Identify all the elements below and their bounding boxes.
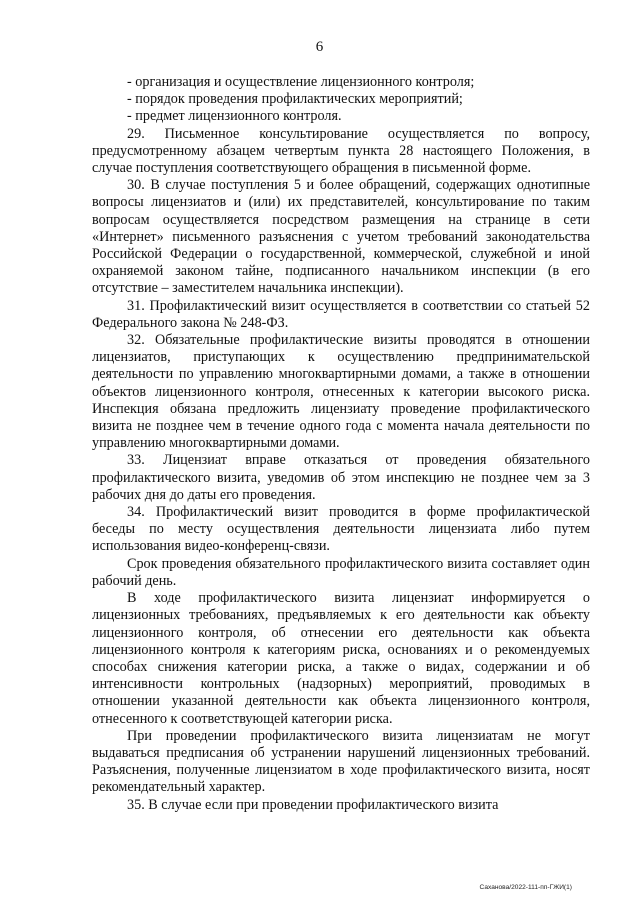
list-item: - порядок проведения профилактических мероприятий; [127,91,463,108]
page-number: 6 [315,39,324,55]
paragraph-visit-duration: Срок проведения обязательного профилактического визита составляет один рабочий день. [92,555,590,589]
document-footer-code: Саханова/2022-111-пп-ГЖИ(1) [479,884,572,891]
list-item: - организация и осуществление лицензионного контроля; [127,74,475,90]
document-body [92,74,590,814]
paragraph-visit-information: В ходе профилактического визита лицензиат информируется о лицензионных требованиях, предъявляемых к его деятельности как объекту лицензионного контроля, об отнесении его деятельности как объекта лицензионного контроля к категориям риска, основаниях и о рекомендуемых способах снижения категории риска, а также о видах, содержании и об интенсивности контрольных (надзорных) мероприятий, проводимых в отношении указанной деятельности как объекта лицензионного контроля, отнесенного к соответствующей категории риска. [92,590,590,727]
paragraph-35: 35. В случае если при проведении профилактического визита [127,796,499,813]
paragraph-34: 34. Профилактический визит проводится в форме профилактической беседы по месту осуществления деятельности лицензиата либо путем использования видео-конференц-связи. [92,504,590,555]
list-item: - предмет лицензионного контроля. [127,108,342,125]
paragraph-29: 29. Письменное консультирование осуществляется по вопросу, предусмотренному абзацем четвертым пункта 28 настоящего Положения, в случае поступления соответствующего обращения в письменной форме. [92,125,590,177]
paragraph-33: 33. Лицензиат вправе отказаться от проведения обязательного профилактического визита, уведомив об этом инспекцию не позднее чем за 3 рабочих дня до даты его проведения. [92,452,590,503]
paragraph-30: 30. В случае поступления 5 и более обращений, содержащих однотипные вопросы лицензиатов и (или) их представителей, консультирование по таким вопросам осуществляется посредством размещения на странице в сети «Интернет» письменного разъяснения с учетом требований законодательства Российской Федерации о государственной, коммерческой, служебной и иной охраняемой законом тайне, подписанного начальником инспекции (в его отсутствие – заместителем начальника инспекции). [92,177,590,297]
paragraph-32: 32. Обязательные профилактические визиты проводятся в отношении лицензиатов, приступающих к осуществлению предпринимательской деятельности по управлению многоквартирными домами, а также в отношении объектов лицензионного контроля, отнесенных к категории высокого риска. Инспекция обязана предложить лицензиату проведение профилактического визита не позднее чем в течение одного года с момента начала деятельности по управлению многоквартирными домами. [92,332,590,452]
paragraph-visit-recommendations: При проведении профилактического визита лицензиатам не могут выдаваться предписания об устранении нарушений лицензионных требований. Разъяснения, полученные лицензиатом в ходе профилактического визита, носят рекомендательный характер. [92,727,590,796]
paragraph-31: 31. Профилактический визит осуществляется в соответствии со статьей 52 Федерального закона № 248-ФЗ. [92,297,590,331]
